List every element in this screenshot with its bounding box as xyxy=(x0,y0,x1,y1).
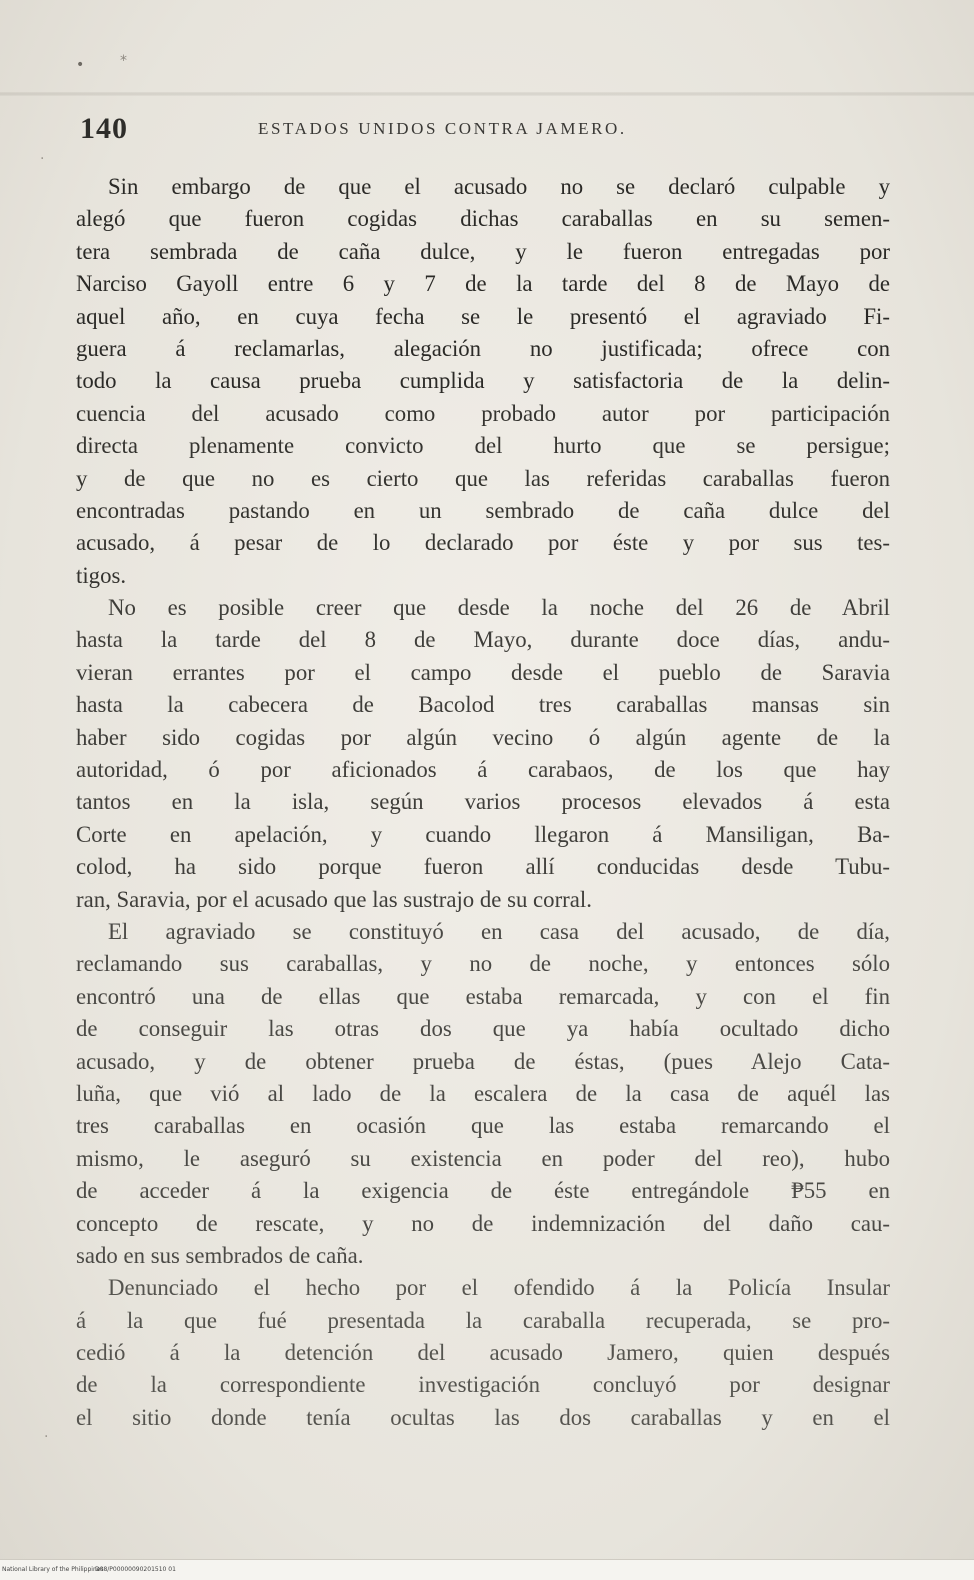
paragraph-4 xyxy=(76,1272,890,1434)
dust-speck: * xyxy=(120,53,127,69)
dust-speck: · xyxy=(40,151,45,167)
scan-id: D08/P00000090201510 01 xyxy=(95,1566,176,1573)
body-text xyxy=(76,171,890,1434)
page-number: 140 xyxy=(80,112,128,145)
text-line: haber sido cogidas por algún vecino ó algún agente de la xyxy=(76,724,890,750)
text-line: encontradas pastando en un sembrado de caña dulce del xyxy=(76,497,890,523)
text-line: Narciso Gayoll entre 6 y 7 de la tarde del 8 de Mayo de xyxy=(76,271,890,297)
running-head: ESTADOS UNIDOS CONTRA JAMERO. xyxy=(258,119,627,138)
paragraph-1 xyxy=(76,171,890,592)
text-line: mismo, le aseguró su existencia en poder del reo), hubo xyxy=(76,1145,890,1171)
text-line: reclamando sus caraballas, y no de noche, y entonces sólo xyxy=(76,951,890,977)
page-fold-shadow xyxy=(0,92,974,96)
text-line: hasta la tarde del 8 de Mayo, durante doce días, andu- xyxy=(76,627,890,653)
text-line: sado en sus sembrados de caña. xyxy=(76,1242,364,1268)
text-line: de la correspondiente investigación concluyó por designar xyxy=(76,1372,890,1398)
text-line: de acceder á la exigencia de éste entregándole ₱55 en xyxy=(76,1178,890,1204)
text-line: Denunciado el hecho por el ofendido á la Policía Insular xyxy=(108,1275,890,1301)
text-line: cedió á la detención del acusado Jamero, quien después xyxy=(76,1340,890,1366)
paragraph-2 xyxy=(76,592,890,916)
text-line: alegó que fueron cogidas dichas caraballas en su semen- xyxy=(76,206,890,232)
text-line: colod, ha sido porque fueron allí conducidas desde Tubu- xyxy=(76,854,890,880)
text-line: vieran errantes por el campo desde el pueblo de Saravia xyxy=(76,659,890,685)
dust-speck: • xyxy=(76,57,85,73)
text-line: de conseguir las otras dos que ya había ocultado dicho xyxy=(76,1016,890,1042)
text-line: aquel año, en cuya fecha se le presentó el agraviado Fi- xyxy=(76,303,890,329)
text-line: tantos en la isla, según varios procesos elevados á esta xyxy=(76,789,890,815)
text-line: Corte en apelación, y cuando llegaron á Mansiligan, Ba- xyxy=(76,821,890,847)
text-line: ran, Saravia, por el acusado que las sustrajo de su corral. xyxy=(76,886,592,912)
text-line: autoridad, ó por aficionados á carabaos, de los que hay xyxy=(76,757,890,783)
text-line: concepto de rescate, y no de indemnización del daño cau- xyxy=(76,1210,890,1236)
text-line: encontró una de ellas que estaba remarcada, y con el fin xyxy=(76,983,890,1009)
text-line: guera á reclamarlas, alegación no justificada; ofrece con xyxy=(76,335,890,361)
page-header xyxy=(80,112,890,152)
library-credit: National Library of the Philippines xyxy=(2,1566,104,1573)
text-line: No es posible creer que desde la noche del 26 de Abril xyxy=(108,595,890,621)
text-line: el sitio donde tenía ocultas las dos caraballas y en el xyxy=(76,1404,890,1430)
text-line: luña, que vió al lado de la escalera de la casa de aquél las xyxy=(76,1080,890,1106)
paragraph-3 xyxy=(76,916,890,1272)
text-line: hasta la cabecera de Bacolod tres caraballas mansas sin xyxy=(76,692,890,718)
text-line: El agraviado se constituyó en casa del acusado, de día, xyxy=(108,918,890,944)
text-line: y de que no es cierto que las referidas caraballas fueron xyxy=(76,465,890,491)
text-line: todo la causa prueba cumplida y satisfactoria de la delin- xyxy=(76,368,890,394)
text-line: tres caraballas en ocasión que las estaba remarcando el xyxy=(76,1113,890,1139)
scan-footer xyxy=(0,1559,974,1580)
text-line: á la que fué presentada la caraballa recuperada, se pro- xyxy=(76,1307,890,1333)
text-line: Sin embargo de que el acusado no se declaró culpable y xyxy=(108,174,890,199)
dust-speck: · xyxy=(44,1429,49,1445)
text-line: cuencia del acusado como probado autor por participación xyxy=(76,400,890,426)
text-line: acusado, á pesar de lo declarado por éste y por sus tes- xyxy=(76,530,890,556)
text-line: tera sembrada de caña dulce, y le fueron entregadas por xyxy=(76,238,890,264)
text-line: directa plenamente convicto del hurto que se persigue; xyxy=(76,433,890,459)
text-line: tigos. xyxy=(76,562,127,588)
text-line: acusado, y de obtener prueba de éstas, (pues Alejo Cata- xyxy=(76,1048,890,1074)
